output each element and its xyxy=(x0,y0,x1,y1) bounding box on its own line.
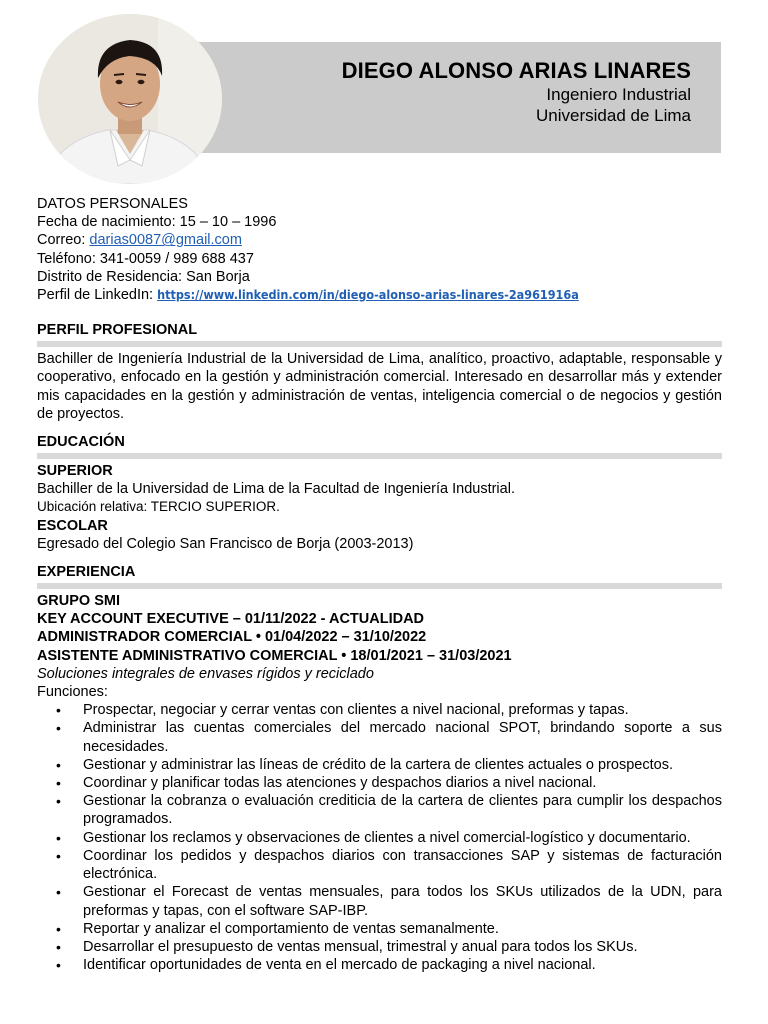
candidate-university: Universidad de Lima xyxy=(536,106,691,125)
education-superior-title: SUPERIOR xyxy=(37,463,113,480)
header-text xyxy=(342,58,691,126)
linkedin-link[interactable]: https://www.linkedin.com/in/diego-alonso-arias-linares-2a961916a xyxy=(157,287,579,303)
email-link[interactable]: darias0087@gmail.com xyxy=(89,232,242,249)
list-item: • Gestionar el Forecast de ventas mensuales, para todos los SKUs utilizados de la UDN, para preformas y tapas, con el software SAP-IBP. xyxy=(56,883,722,919)
phone-value: 341-0059 / 989 688 437 xyxy=(99,250,254,267)
experience-role-2: ADMINISTRADOR COMERCIAL • 01/04/2022 – 31/10/2022 xyxy=(37,629,427,646)
list-item: • Gestionar la cobranza o evaluación crediticia de la cartera de clientes para cumplir los despachos programados. xyxy=(56,792,722,828)
list-item: • Identificar oportunidades de venta en el mercado de packaging a nivel nacional. xyxy=(56,956,722,974)
education-title: EDUCACIÓN xyxy=(37,433,722,459)
experience-role-1: KEY ACCOUNT EXECUTIVE – 01/11/2022 - ACTUALIDAD xyxy=(37,611,425,628)
district-value: San Borja xyxy=(186,268,250,285)
profile-section xyxy=(37,321,722,423)
list-item: • Desarrollar el presupuesto de ventas mensual, trimestral y anual para todos los SKUs. xyxy=(56,938,722,956)
list-item: • Administrar las cuentas comerciales del mercado nacional SPOT, brindando soporte a sus necesidades. xyxy=(56,719,722,755)
experience-functions-label: Funciones: xyxy=(37,684,108,701)
list-item: • Reportar y analizar el comportamiento de ventas semanalmente. xyxy=(56,920,722,938)
education-superior-rank: Ubicación relativa: TERCIO SUPERIOR. xyxy=(37,499,280,515)
profile-photo xyxy=(38,14,222,184)
email-label: Correo: xyxy=(37,232,90,249)
personal-data-section xyxy=(37,195,722,304)
experience-title: EXPERIENCIA xyxy=(37,563,722,589)
district-label: Distrito de Residencia: xyxy=(37,268,187,285)
linkedin-row xyxy=(37,286,722,304)
experience-tagline: Soluciones integrales de envases rígidos y reciclado xyxy=(37,665,374,682)
education-school-text: Egresado del Colegio San Francisco de Borja (2003-2013) xyxy=(37,535,414,552)
education-section xyxy=(37,433,722,553)
experience-section xyxy=(37,563,722,974)
list-item: • Coordinar y planificar todas las atenciones y despachos diarios a nivel nacional. xyxy=(56,774,722,792)
experience-functions-list xyxy=(56,701,722,974)
education-school-title: ESCOLAR xyxy=(37,517,108,534)
list-item: • Gestionar y administrar las líneas de crédito de la cartera de clientes actuales o prospectos. xyxy=(56,756,722,774)
personal-data-title: DATOS PERSONALES xyxy=(37,196,188,212)
birth-date-row xyxy=(37,213,722,231)
list-item: • Gestionar los reclamos y observaciones de clientes a nivel comercial-logístico y documentario. xyxy=(56,829,722,847)
experience-company: GRUPO SMI xyxy=(37,593,120,610)
phone-label: Teléfono: xyxy=(37,250,100,267)
phone-row xyxy=(37,250,722,268)
email-row xyxy=(37,231,722,249)
list-item: • Coordinar los pedidos y despachos diarios con transacciones SAP y sistemas de facturación electrónica. xyxy=(56,847,722,883)
candidate-degree: Ingeniero Industrial xyxy=(546,85,691,104)
birth-date-value: 15 – 10 – 1996 xyxy=(179,214,277,231)
education-superior-text: Bachiller de la Universidad de Lima de la Facultad de Ingeniería Industrial. xyxy=(37,481,515,498)
resume-body xyxy=(37,195,722,974)
district-row xyxy=(37,268,722,286)
profile-text: Bachiller de Ingeniería Industrial de la Universidad de Lima, analítico, proactivo, adaptable, responsable y cooperativo, enfocado en la gestión y administración comercial. Interesado en desarrollar más y extender mis capacidades en la gestión y administración de ventas, inteligencia comercial o de negocios y gestión de proyectos. xyxy=(37,351,722,422)
experience-role-3: ASISTENTE ADMINISTRATIVO COMERCIAL • 18/01/2021 – 31/03/2021 xyxy=(37,647,512,664)
candidate-name: DIEGO ALONSO ARIAS LINARES xyxy=(341,58,691,83)
list-item: • Prospectar, negociar y cerrar ventas con clientes a nivel nacional, preformas y tapas. xyxy=(56,701,722,719)
linkedin-label: Perfil de LinkedIn: xyxy=(37,287,158,304)
birth-date-label: Fecha de nacimiento: xyxy=(37,214,180,231)
profile-title: PERFIL PROFESIONAL xyxy=(37,321,722,347)
person-photo-icon xyxy=(38,14,222,184)
